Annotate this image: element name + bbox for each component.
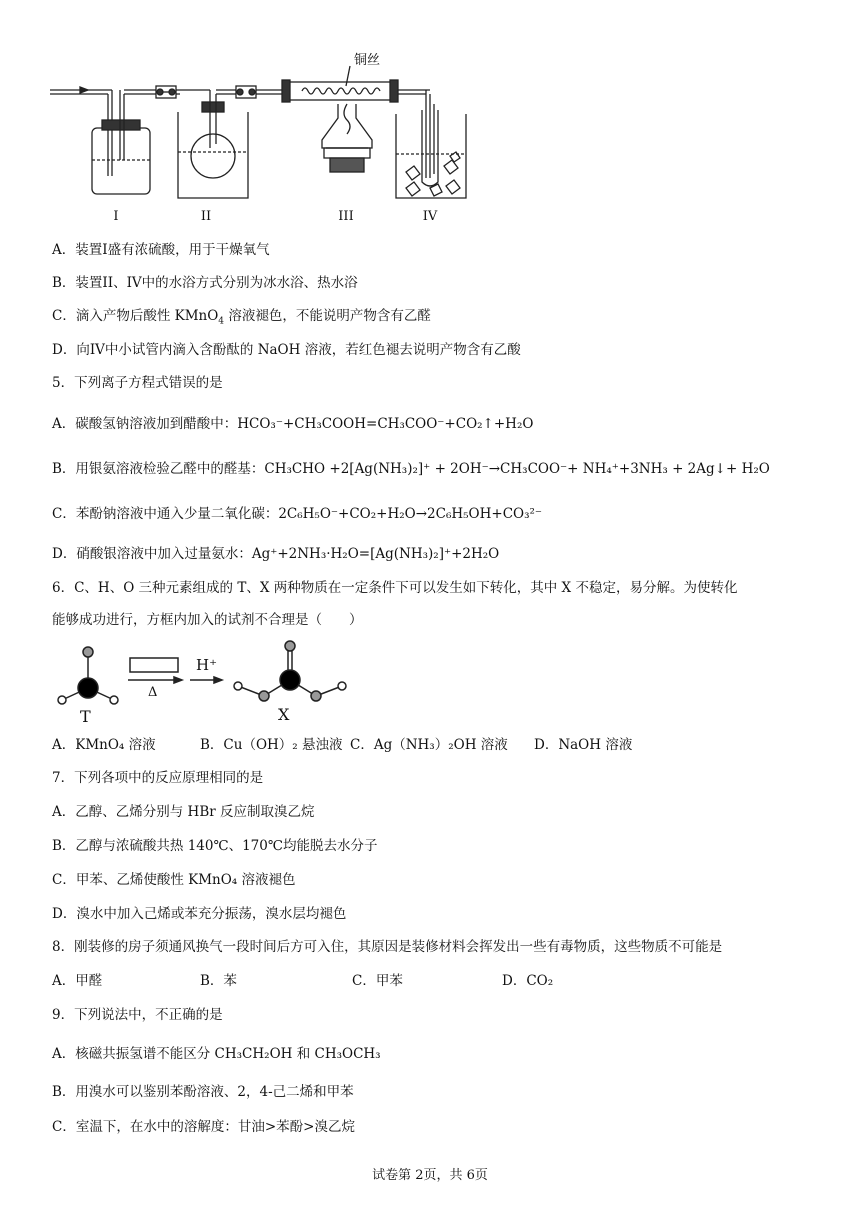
label-I: I — [113, 209, 119, 224]
q5-option-d: D．硝酸银溶液中加入过量氨水：Ag⁺+2NH₃·H₂O=[Ag(NH₃)₂]⁺+2H₂O — [52, 546, 500, 562]
q7-option-c: C．甲苯、乙烯使酸性 KMnO₄ 溶液褪色 — [52, 872, 296, 888]
q5-option-b: B．用银氨溶液检验乙醛中的醛基：CH₃CHO +2[Ag(NH₃)₂]⁺ + 2OH⁻→CH₃COO⁻+ NH₄⁺+3NH₃ + 2Ag↓+ H₂O — [52, 461, 770, 477]
molecule-x-label: X — [278, 705, 290, 724]
q9-option-a: A．核磁共振氢谱不能区分 CH₃CH₂OH 和 CH₃OCH₃ — [52, 1046, 381, 1062]
q4-option-d: D．向IV中小试管内滴入含酚酞的 NaOH 溶液，若红色褪去说明产物含有乙酸 — [52, 342, 521, 358]
copper-label: 铜丝 — [354, 53, 381, 68]
label-III: III — [338, 209, 354, 224]
label-II: II — [200, 209, 212, 224]
q5-option-a: A．碳酸氢钠溶液加到醋酸中：HCO₃⁻+CH₃COOH=CH₃COO⁻+CO₂↑+H₂O — [52, 416, 534, 432]
heat-symbol: Δ — [148, 685, 158, 700]
q4-c-sub: 4 — [218, 316, 225, 327]
q7-option-b: B．乙醇与浓硫酸共热 140℃、170℃均能脱去水分子 — [52, 838, 378, 854]
q8-stem: 8．刚装修的房子须通风换气一段时间后方可入住，其原因是装修材料会挥发出一些有毒物质，这些物质不可能是 — [52, 939, 723, 955]
q8-option-d: D．CO₂ — [502, 973, 554, 989]
q8-options — [52, 972, 553, 990]
q6-option-b: B．Cu（OH）₂ 悬浊液 — [200, 737, 343, 753]
q6-option-a: A．KMnO₄ 溶液 — [52, 737, 156, 753]
apparatus-figure — [50, 48, 480, 228]
q9-option-b: B．用溴水可以鉴别苯酚溶液、2，4-己二烯和甲苯 — [52, 1084, 354, 1100]
q4-c-pre: C．滴入产物后酸性 KMnO — [52, 308, 219, 324]
q4-option-c — [52, 307, 431, 331]
q9-stem: 9．下列说法中，不正确的是 — [52, 1007, 223, 1023]
q5-option-c: C．苯酚钠溶液中通入少量二氧化碳：2C₆H₅O⁻+CO₂+H₂O→2C₆H₅OH+CO₃²⁻ — [52, 506, 543, 522]
q4-c-post: 溶液褪色，不能说明产物含有乙醛 — [224, 308, 431, 324]
q4-option-a: A．装置I盛有浓硫酸，用于干燥氧气 — [52, 242, 270, 258]
q6-options — [52, 736, 632, 754]
q8-option-a: A．甲醛 — [52, 973, 103, 989]
q6-stem-line1: 6．C、H、O 三种元素组成的 T、X 两种物质在一定条件下可以发生如下转化，其中 X 不稳定，易分解。为使转化 — [52, 580, 738, 596]
q4-option-b: B．装置II、IV中的水浴方式分别为冰水浴、热水浴 — [52, 275, 358, 291]
molecule-t-label: T — [80, 707, 91, 724]
q5-stem: 5．下列离子方程式错误的是 — [52, 375, 223, 391]
q6-stem-line2: 能够成功进行，方框内加入的试剂不合理是（ ） — [52, 612, 363, 628]
acid-symbol: H⁺ — [196, 656, 217, 674]
q6-reaction-figure — [50, 640, 360, 724]
q8-option-b: B．苯 — [200, 973, 237, 989]
q9-option-c: C．室温下，在水中的溶解度：甘油>苯酚>溴乙烷 — [52, 1119, 355, 1135]
page-footer: 试卷第 2页，共 6页 — [372, 1168, 488, 1183]
q6-option-d: D．NaOH 溶液 — [534, 737, 633, 753]
q7-option-d: D．溴水中加入己烯或苯充分振荡，溴水层均褪色 — [52, 906, 347, 922]
label-IV: IV — [422, 209, 438, 224]
q6-option-c: C．Ag（NH₃）₂OH 溶液 — [350, 737, 508, 753]
q7-stem: 7．下列各项中的反应原理相同的是 — [52, 770, 264, 786]
q8-option-c: C．甲苯 — [352, 973, 403, 989]
q7-option-a: A．乙醇、乙烯分别与 HBr 反应制取溴乙烷 — [52, 804, 315, 820]
